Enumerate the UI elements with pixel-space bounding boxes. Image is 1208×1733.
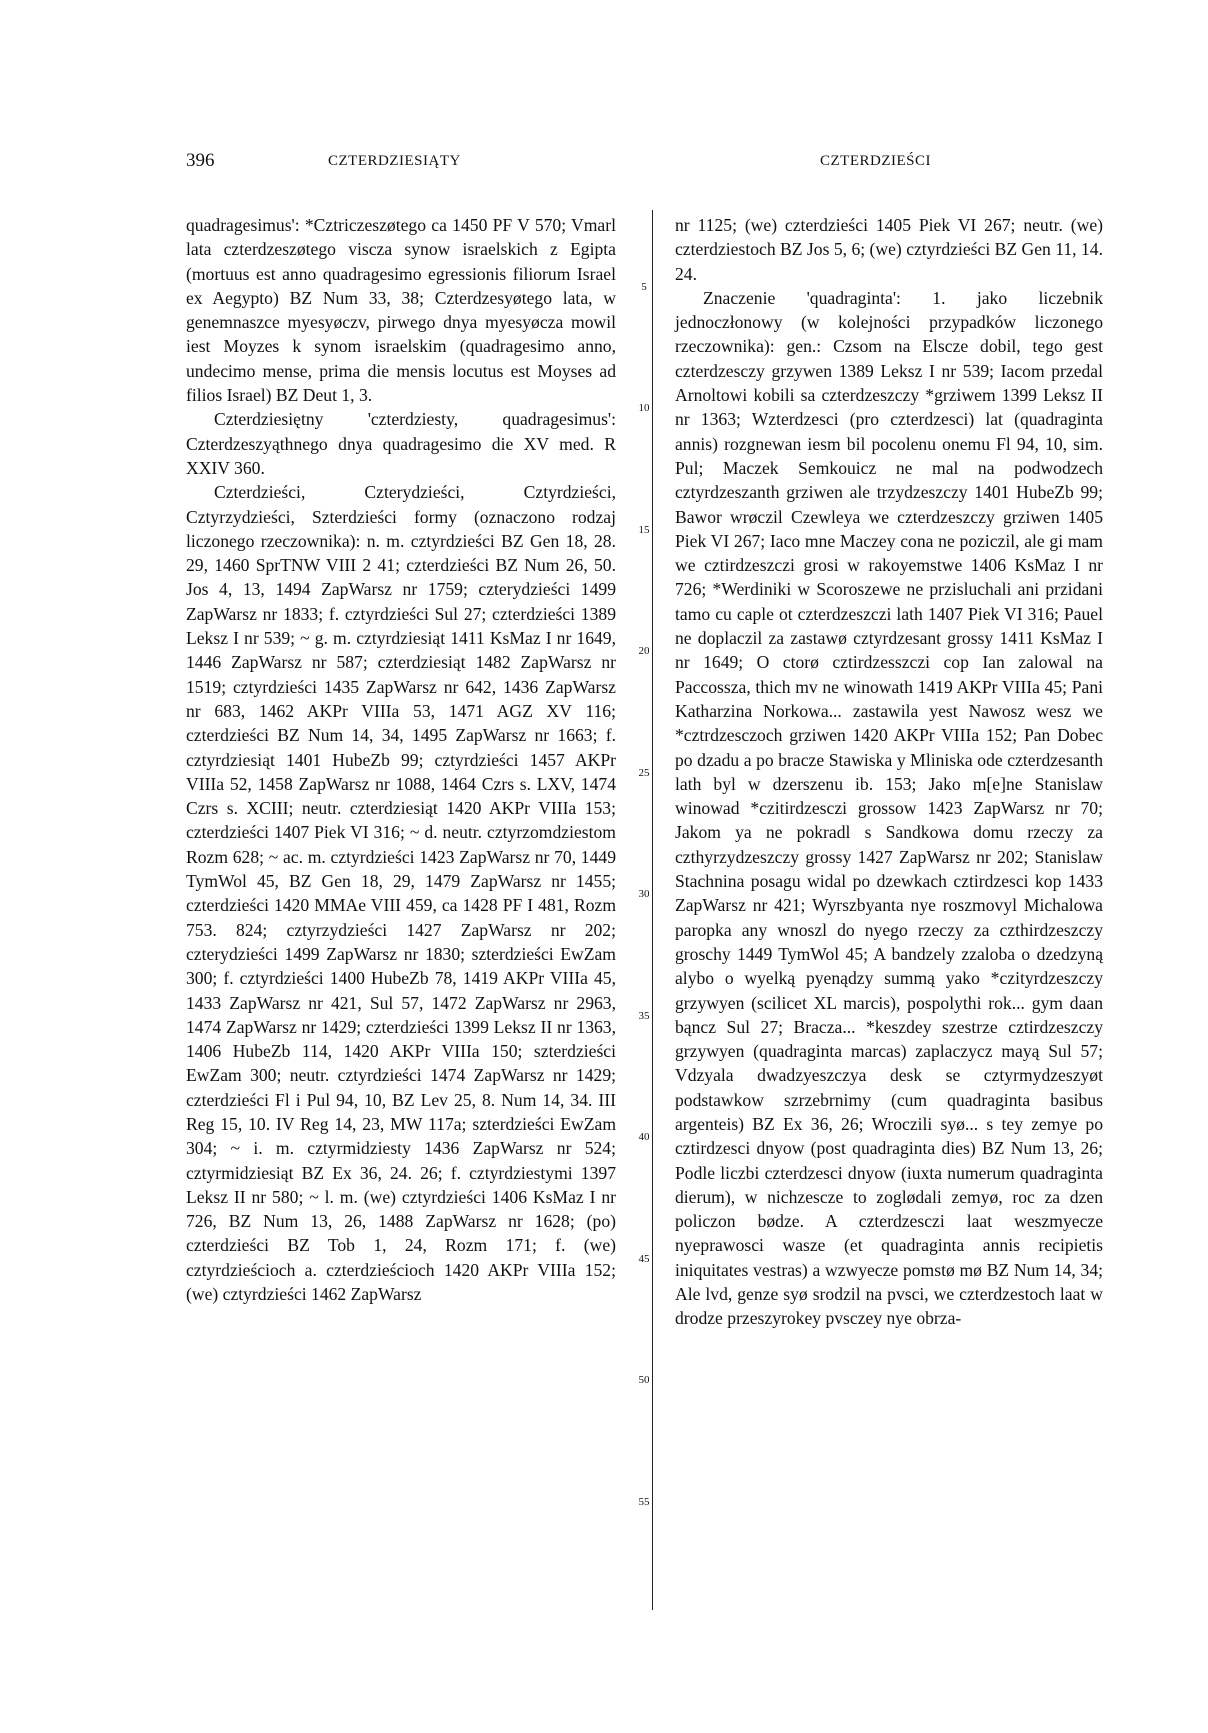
entry-znaczenie: Znaczenie 'quadraginta': 1. jako liczebnik jednoczłonowy (w kolejności przypadków liczonego rzeczownika): gen.: Czsom na Elscze dobil, tego gest czterdzesczy grzywen 1389 Leksz I nr 539; Iacom przedal Arnoltowi kobili sa czterdzeszczy *grziwem 1399 Leksz II nr 1363; Wzterdzesci (pro czterdzesci) lat (quadraginta annis) rozgnewan iesm bil pocolenu onemu Fl 94, 10, sim. Pul; Maczek Semkouicz ne mal na podwodzech cztyrdzeszanth grziwen ale trzydzeszczy 1401 HubeZb 99; Bawor wrøczil Czewleya we czterdzeszczy grziwen 1405 Piek VI 267; Iaco mne Maczey cona ne poziczil, ale gi mam we cztirdzeszczi grosi w rakoyemstwe 1406 KsMaz I nr 726; *Werdiniki w Scoroszewe ne przisluchali ani przidani tamo cu caple ot czterdzeszczi lath 1407 Piek VI 316; Pauel ne doplaczil za zastawø cztyrdzesant grossy 1411 KsMaz I nr 1649; O ctorø cztirdzesszczi cop Ian zalowal na Paccossza, thich mv ne winowath 1419 AKPr VIIIa 45; Pani Katharzina Norkowa... zastawila yest Nawosz wesz we *cztrdzesczoch grziwen 1420 AKPr VIIIa 152; Pan Dobec po dzadu a po bracze Stawiska y Mliniska ode czterdzesanth lath byl w dzerszenu ib. 153; Jako m[e]ne Stanislaw winowad *czitirdzesczi grossow 1423 ZapWarsz nr 70; Jakom ya ne pokradl s Sandkowa domu rzeczy za czthyrzydzeszczy grossy 1427 ZapWarsz nr 202; Stanislaw Stachnina posagu widal po dzewkach cztirdzesci kop 1433 ZapWarsz nr 421; Wyrszbyanta nye roszmovyl Michalowa paropka any wnoszl do nyego rzeczy za czthirdzeszczy groschy 1449 TymWol 45; A bandzely zzaloba o dzedzyną alybo o wyelką pyenądzy summą yako *czityrdzeszczy grzywyen (scilicet XL marcis), pospolythi rok... gym daan bąncz Sul 27; Bracza... *keszdey szestrze cztirdzeszczy grzywyen (quadraginta marcas) zaplaczycz mayą Sul 57; Vdzyala dwadzyeszczya desk se cztyrmydzeszyøt podstawkow szrzebrnimy (cum quadraginta basibus argenteis) BZ Ex 36, 26; Wroczili syø... s tey zemye po cztirdzesci dnyow (post quadraginta dies) BZ Num 13, 26; Podle liczbi czterdzesci dnyow (iuxta numerum quadraginta dierum), w nichzescze to zoglødali zemyø, roc za dzen policzon bødze. A czterdzesczi laat weszmyecze nyeprawosci wasze (et quadraginta annis recipietis iniquitates vestras) a wzwyecze pomstø mø BZ Num 14, 34; Ale lvd, genze syø srodzil na pvsci, we czterdzestoch laat w drodze przeszyrokey pvsczey nye obrza-: [675, 287, 1103, 1329]
line-number: 25: [638, 767, 650, 779]
entry-czterdziesietny: Czterdziesiętny 'czterdziesty, quadragesimus': Czterdzeszyąthnego dnya quadragesimo die XV med. R XXIV 360.: [186, 409, 616, 478]
running-header: [0, 150, 1208, 180]
line-number: 40: [638, 1131, 650, 1143]
entry-czterdziesci-forms: Czterdzieści, Czterydzieści, Cztyrdzieści, Cztyrzydzieści, Szterdzieści formy (oznaczono rodzaj liczonego rzeczownika): n. m. cztyrdzieści BZ Gen 18, 28. 29, 1460 SprTNW VIII 2 41; czterdzieści BZ Num 26, 50. Jos 4, 13, 1494 ZapWarsz nr 1759; czterydzieści 1499 ZapWarsz nr 1833; f. cztyrdzieści Sul 27; czterdzieści 1389 Leksz I nr 539; ~ g. m. cztyrdziesiąt 1411 KsMaz I nr 1649, 1446 ZapWarsz nr 587; czterdziesiąt 1482 ZapWarsz nr 1519; cztyrdzieści 1435 ZapWarsz nr 642, 1436 ZapWarsz nr 683, 1462 AKPr VIIIa 53, 1471 AGZ XV 116; czterdzieści BZ Num 14, 34, 1495 ZapWarsz nr 1663; f. cztyrdziesiąt 1401 HubeZb 99; cztyrdzieści 1457 AKPr VIIIa 52, 1458 ZapWarsz nr 1088, 1464 Czrs s. LXV, 1474 Czrs s. XCIII; neutr. czterdziesiąt 1420 AKPr VIIIa 153; czterdzieści 1407 Piek VI 316; ~ d. neutr. cztyrzomdziestom Rozm 628; ~ ac. m. cztyrdzieści 1423 ZapWarsz nr 70, 1449 TymWol 45, BZ Gen 18, 29, 1479 ZapWarsz nr 1455; czterdzieści 1420 MMAe VIII 459, ca 1428 PF I 481, Rozm 753. 824; cztyrzydzieści 1427 ZapWarsz nr 202; czterydzieści 1499 ZapWarsz nr 1830; szterdzieści EwZam 300; f. cztyrdzieści 1400 HubeZb 78, 1419 AKPr VIIIa 45, 1433 ZapWarsz nr 421, Sul 57, 1472 ZapWarsz nr 2963, 1474 ZapWarsz nr 1429; czterdzieści 1399 Leksz II nr 1363, 1406 HubeZb 114, 1420 AKPr VIIIa 150; szterdzieści EwZam 300; neutr. cztyrdzieści 1474 ZapWarsz nr 1429; czterdzieści Fl i Pul 94, 10, BZ Lev 25, 8. Num 14, 34. III Reg 15, 10. IV Reg 14, 23, MW 117a; szterdzieści EwZam 304; ~ i. m. cztyrmidziesty 1436 ZapWarsz nr 524; cztyrmidziesiąt BZ Ex 36, 24. 26; f. cztyrdziestymi 1397 Leksz II nr 580; ~ l. m. (we) cztyrdzieści 1406 KsMaz I nr 726, BZ Num 13, 26, 1488 ZapWarsz nr 1628; (po) czterdzieści BZ Tob 1, 24, Rozm 171; f. (we) cztyrdzieścioch a. czterdzieścioch 1420 AKPr VIIIa 152; (we) cztyrdzieści 1462 ZapWarsz: [186, 482, 616, 1305]
line-number: 30: [638, 888, 650, 900]
line-number: 5: [641, 281, 647, 293]
left-column: [186, 213, 616, 1306]
column-rule: [652, 210, 653, 1610]
page-number: 396: [186, 150, 215, 171]
line-number: 35: [638, 1010, 650, 1022]
line-number: 10: [638, 402, 650, 414]
line-number: 20: [638, 645, 650, 657]
entry-continuation-right: nr 1125; (we) czterdzieści 1405 Piek VI 267; neutr. (we) czterdziestoch BZ Jos 5, 6; (we) cztyrdzieści BZ Gen 11, 14. 24.: [675, 215, 1103, 284]
left-running-head: CZTERDZIESIĄTY: [328, 153, 461, 169]
line-number: 55: [638, 1496, 650, 1508]
line-number: 15: [638, 524, 650, 536]
right-column: [675, 213, 1103, 1331]
right-running-head: CZTERDZIEŚCI: [820, 153, 931, 169]
line-number: 45: [638, 1253, 650, 1265]
entry-continuation: quadragesimus': *Cztriczeszøtego ca 1450 PF V 570; Vmarl lata czterdzeszøtego viscza synow israelskich z Egipta (mortuus est anno quadragesimo egressionis filiorum Israel ex Aegypto) BZ Num 33, 38; Czterdzesyøtego lata, w genemnaszce myesyøczv, pirwego dnya myesyøcza mowil iest Moyzes k synom israelskim (quadragesimo anno, undecimo mense, prima die mensis locutus est Moyses ad filios Israel) BZ Deut 1, 3.: [186, 215, 616, 406]
line-number: 50: [638, 1374, 650, 1386]
